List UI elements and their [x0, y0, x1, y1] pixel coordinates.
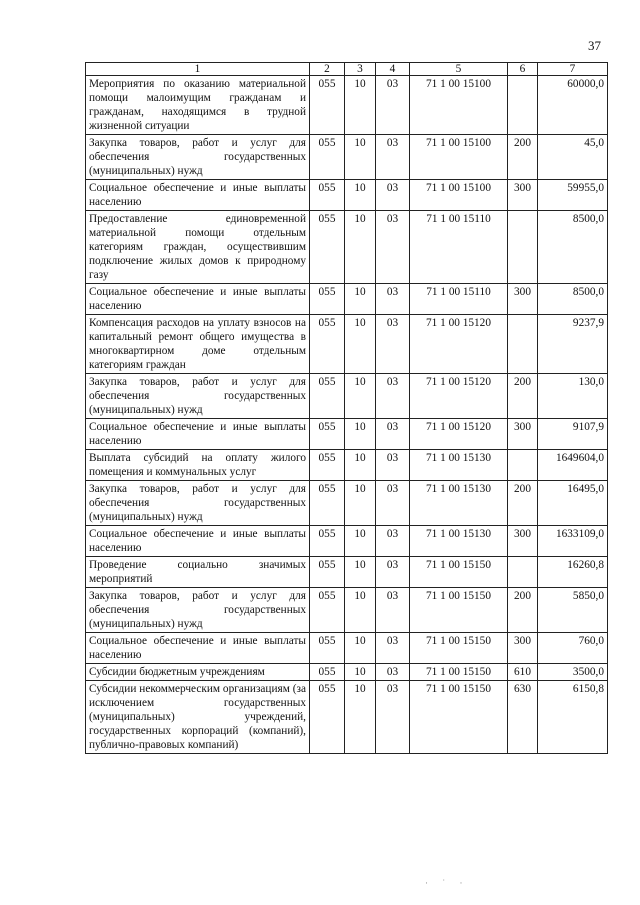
description-cell: Социальное обеспечение и иные выплаты населению — [86, 633, 310, 664]
amount-cell: 3500,0 — [538, 664, 608, 681]
subsection-cell: 03 — [376, 633, 410, 664]
header-cell: 3 — [345, 63, 376, 76]
table-row — [86, 76, 608, 135]
subsection-cell: 03 — [376, 211, 410, 284]
section-cell: 10 — [345, 664, 376, 681]
section-cell: 10 — [345, 450, 376, 481]
subsection-cell: 03 — [376, 450, 410, 481]
section-cell: 10 — [345, 681, 376, 754]
target-article-cell: 71 1 00 15150 — [410, 633, 508, 664]
expense-type-cell: 300 — [508, 633, 538, 664]
subsection-cell: 03 — [376, 526, 410, 557]
expense-type-cell: 200 — [508, 588, 538, 633]
subsection-cell: 03 — [376, 681, 410, 754]
table-row — [86, 557, 608, 588]
subsection-cell: 03 — [376, 135, 410, 180]
table-row — [86, 633, 608, 664]
header-cell: 1 — [86, 63, 310, 76]
description-cell: Субсидии некоммерческим организациям (за исключением государственных (муниципальных) учреждений, государственных корпораций (компаний), публично-правовых компаний) — [86, 681, 310, 754]
amount-cell: 45,0 — [538, 135, 608, 180]
section-cell: 10 — [345, 135, 376, 180]
amount-cell: 59955,0 — [538, 180, 608, 211]
description-cell: Проведение социально значимых мероприятий — [86, 557, 310, 588]
dept-code-cell: 055 — [310, 526, 345, 557]
description-cell: Предоставление единовременной материальной помощи отдельным категориям граждан, осуществившим подключение жилых домов к природному газу — [86, 211, 310, 284]
subsection-cell: 03 — [376, 481, 410, 526]
subsection-cell: 03 — [376, 419, 410, 450]
subsection-cell: 03 — [376, 557, 410, 588]
expense-type-cell — [508, 76, 538, 135]
page-number: 37 — [588, 38, 601, 53]
section-cell: 10 — [345, 211, 376, 284]
description-cell: Социальное обеспечение и иные выплаты населению — [86, 180, 310, 211]
dept-code-cell: 055 — [310, 315, 345, 374]
subsection-cell: 03 — [376, 76, 410, 135]
dept-code-cell: 055 — [310, 419, 345, 450]
target-article-cell: 71 1 00 15130 — [410, 526, 508, 557]
amount-cell: 5850,0 — [538, 588, 608, 633]
expense-type-cell — [508, 211, 538, 284]
dept-code-cell: 055 — [310, 284, 345, 315]
amount-cell: 9107,9 — [538, 419, 608, 450]
target-article-cell: 71 1 00 15110 — [410, 211, 508, 284]
amount-cell: 60000,0 — [538, 76, 608, 135]
amount-cell: 760,0 — [538, 633, 608, 664]
dept-code-cell: 055 — [310, 450, 345, 481]
amount-cell: 130,0 — [538, 374, 608, 419]
expense-type-cell: 300 — [508, 180, 538, 211]
amount-cell: 16495,0 — [538, 481, 608, 526]
header-cell: 4 — [376, 63, 410, 76]
header-cell: 5 — [410, 63, 508, 76]
table-row — [86, 588, 608, 633]
amount-cell: 6150,8 — [538, 681, 608, 754]
description-cell: Субсидии бюджетным учреждениям — [86, 664, 310, 681]
expense-type-cell: 200 — [508, 374, 538, 419]
amount-cell: 9237,9 — [538, 315, 608, 374]
target-article-cell: 71 1 00 15150 — [410, 664, 508, 681]
budget-table — [85, 62, 608, 754]
description-cell: Закупка товаров, работ и услуг для обеспечения государственных (муниципальных) нужд — [86, 374, 310, 419]
dept-code-cell: 055 — [310, 664, 345, 681]
dept-code-cell: 055 — [310, 633, 345, 664]
target-article-cell: 71 1 00 15150 — [410, 681, 508, 754]
expense-type-cell: 200 — [508, 481, 538, 526]
target-article-cell: 71 1 00 15150 — [410, 588, 508, 633]
expense-type-cell — [508, 557, 538, 588]
expense-type-cell: 610 — [508, 664, 538, 681]
section-cell: 10 — [345, 284, 376, 315]
table-row — [86, 211, 608, 284]
header-cell: 7 — [538, 63, 608, 76]
amount-cell: 16260,8 — [538, 557, 608, 588]
section-cell: 10 — [345, 557, 376, 588]
table-row — [86, 664, 608, 681]
expense-type-cell: 300 — [508, 419, 538, 450]
target-article-cell: 71 1 00 15120 — [410, 419, 508, 450]
dept-code-cell: 055 — [310, 681, 345, 754]
amount-cell: 8500,0 — [538, 284, 608, 315]
expense-type-cell — [508, 315, 538, 374]
subsection-cell: 03 — [376, 664, 410, 681]
subsection-cell: 03 — [376, 374, 410, 419]
amount-cell: 8500,0 — [538, 211, 608, 284]
description-cell: Компенсация расходов на уплату взносов на капитальный ремонт общего имущества в многоквартирном доме отдельным категориям граждан — [86, 315, 310, 374]
table-header-row — [86, 63, 608, 76]
header-cell: 2 — [310, 63, 345, 76]
target-article-cell: 71 1 00 15130 — [410, 450, 508, 481]
table-row — [86, 180, 608, 211]
description-cell: Закупка товаров, работ и услуг для обеспечения государственных (муниципальных) нужд — [86, 135, 310, 180]
description-cell: Социальное обеспечение и иные выплаты населению — [86, 284, 310, 315]
expense-type-cell — [508, 450, 538, 481]
dept-code-cell: 055 — [310, 76, 345, 135]
dept-code-cell: 055 — [310, 180, 345, 211]
section-cell: 10 — [345, 419, 376, 450]
target-article-cell: 71 1 00 15100 — [410, 135, 508, 180]
table-row — [86, 135, 608, 180]
subsection-cell: 03 — [376, 180, 410, 211]
description-cell: Выплата субсидий на оплату жилого помещения и коммунальных услуг — [86, 450, 310, 481]
dept-code-cell: 055 — [310, 374, 345, 419]
amount-cell: 1633109,0 — [538, 526, 608, 557]
expense-type-cell: 300 — [508, 526, 538, 557]
dept-code-cell: 055 — [310, 588, 345, 633]
section-cell: 10 — [345, 481, 376, 526]
section-cell: 10 — [345, 526, 376, 557]
target-article-cell: 71 1 00 15100 — [410, 76, 508, 135]
dept-code-cell: 055 — [310, 481, 345, 526]
table-row — [86, 450, 608, 481]
section-cell: 10 — [345, 76, 376, 135]
table-row — [86, 481, 608, 526]
description-cell: Социальное обеспечение и иные выплаты населению — [86, 419, 310, 450]
dept-code-cell: 055 — [310, 211, 345, 284]
target-article-cell: 71 1 00 15110 — [410, 284, 508, 315]
target-article-cell: 71 1 00 15120 — [410, 374, 508, 419]
target-article-cell: 71 1 00 15130 — [410, 481, 508, 526]
expense-type-cell: 300 — [508, 284, 538, 315]
subsection-cell: 03 — [376, 588, 410, 633]
description-cell: Закупка товаров, работ и услуг для обеспечения государственных (муниципальных) нужд — [86, 481, 310, 526]
subsection-cell: 03 — [376, 284, 410, 315]
table-row — [86, 374, 608, 419]
target-article-cell: 71 1 00 15100 — [410, 180, 508, 211]
description-cell: Мероприятия по оказанию материальной помощи малоимущим гражданам и гражданам, находящимся в трудной жизненной ситуации — [86, 76, 310, 135]
section-cell: 10 — [345, 374, 376, 419]
section-cell: 10 — [345, 588, 376, 633]
section-cell: 10 — [345, 633, 376, 664]
header-cell: 6 — [508, 63, 538, 76]
description-cell: Социальное обеспечение и иные выплаты населению — [86, 526, 310, 557]
margin-marks: · ˙ · — [425, 878, 469, 888]
subsection-cell: 03 — [376, 315, 410, 374]
table-row — [86, 681, 608, 754]
table-row — [86, 526, 608, 557]
dept-code-cell: 055 — [310, 557, 345, 588]
amount-cell: 1649604,0 — [538, 450, 608, 481]
section-cell: 10 — [345, 180, 376, 211]
dept-code-cell: 055 — [310, 135, 345, 180]
expense-type-cell: 200 — [508, 135, 538, 180]
section-cell: 10 — [345, 315, 376, 374]
table-row — [86, 315, 608, 374]
expense-type-cell: 630 — [508, 681, 538, 754]
description-cell: Закупка товаров, работ и услуг для обеспечения государственных (муниципальных) нужд — [86, 588, 310, 633]
target-article-cell: 71 1 00 15120 — [410, 315, 508, 374]
table-row — [86, 284, 608, 315]
table-row — [86, 419, 608, 450]
target-article-cell: 71 1 00 15150 — [410, 557, 508, 588]
